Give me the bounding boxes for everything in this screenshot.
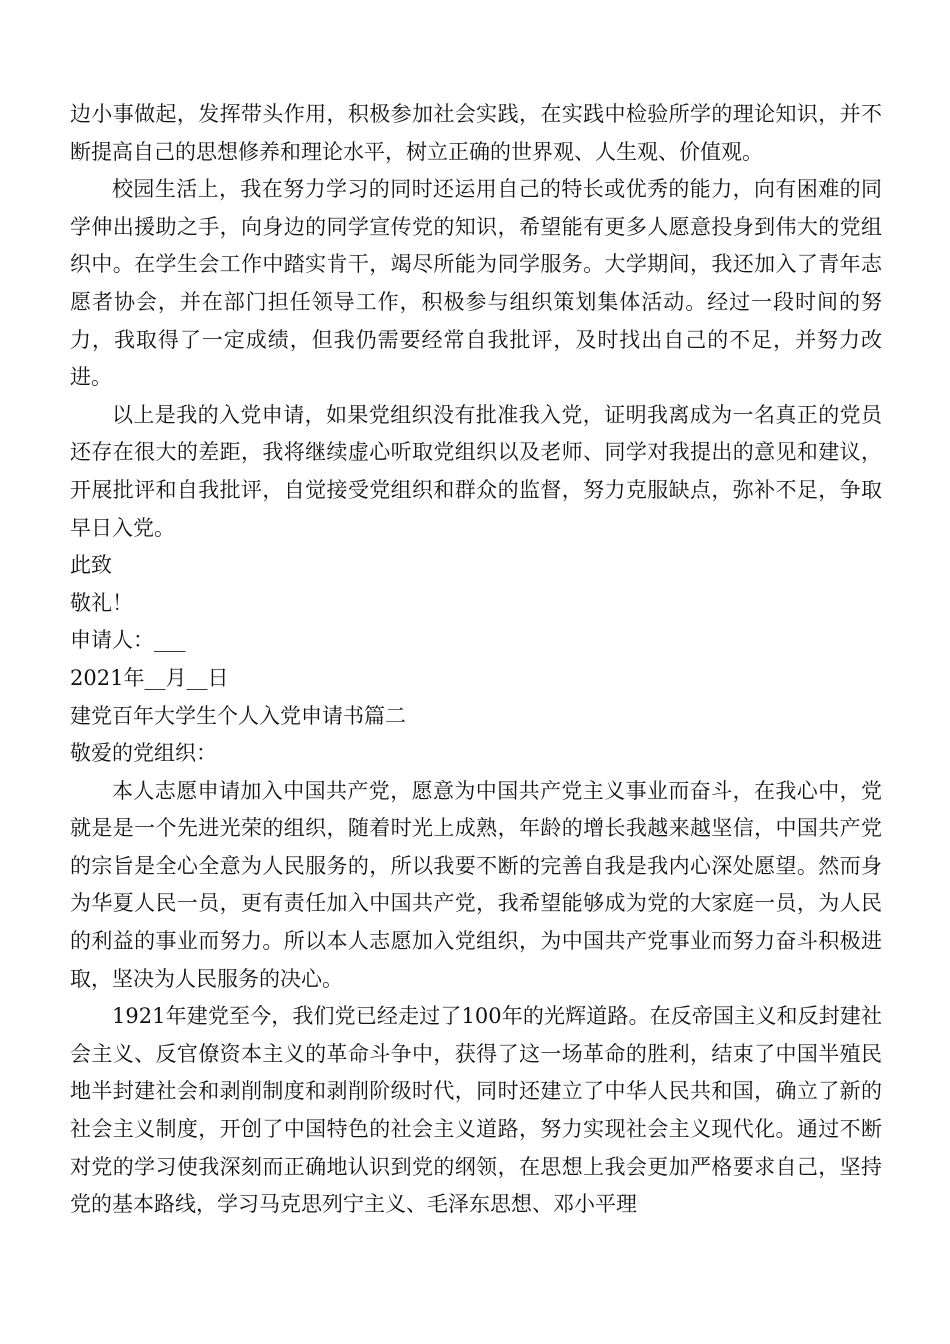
document-body (70, 96, 882, 1224)
paragraph-application: 本人志愿申请加入中国共产党，愿意为中国共产党主义事业而奋斗，在我心中，党就是是一个先进光荣的组织，随着时光上成熟，年龄的增长我越来越坚信，中国共产党的宗旨是全心全意为人民服务的，所以我要不断的完善自我是我内心深处愿望。然而身为华夏人民一员，更有责任加入中国共产党，我希望能够成为党的大家庭一员，为人民的利益的事业而努力。所以本人志愿加入党组织，为中国共产党事业而努力奋斗积极进取，坚决为人民服务的决心。 (70, 778, 882, 991)
paragraph-campus-life: 校园生活上，我在努力学习的同时还运用自己的特长或优秀的能力，向有困难的同学伸出援助之手，向身边的同学宣传党的知识，希望能有更多人愿意投身到伟大的党组织中。在学生会工作中踏实肯干，竭尽所能为同学服务。大学期间，我还加入了青年志愿者协会，并在部门担任领导工作，积极参与组织策划集体活动。经过一段时间的努力，我取得了一定成绩，但我仍需要经常自我批评，及时找出自己的不足，并努力改进。 (70, 177, 882, 390)
greeting-line: 敬爱的党组织： (70, 741, 217, 766)
salutation-cizhi: 此致 (70, 553, 112, 578)
applicant-line: 申请人：___ (70, 628, 186, 653)
date-line: 2021年__月__日 (70, 665, 229, 690)
paragraph-closing-statement: 以上是我的入党申请，如果党组织没有批准我入党，证明我离成为一名真正的党员还存在很大的差距，我将继续虚心听取党组织以及老师、同学对我提出的意见和建议，开展批评和自我批评，自觉接受党组织和群众的监督，努力克服缺点，弥补不足，争取早日入党。 (70, 402, 882, 540)
paragraph-history: 1921年建党至今，我们党已经走过了100年的光辉道路。在反帝国主义和反封建社会主义、反官僚资本主义的革命斗争中，获得了这一场革命的胜利，结束了中国半殖民地半封建社会和剥削制度和剥削阶级时代，同时还建立了中华人民共和国，确立了新的社会主义制度，开创了中国特色的社会主义道路，努力实现社会主义现代化。通过不断对党的学习使我深刻而正确地认识到党的纲领，在思想上我会更加严格要求自己，坚持党的基本路线，学习马克思列宁主义、毛泽东思想、邓小平理 (70, 1004, 882, 1217)
section-title: 建党百年大学生个人入党申请书篇二 (70, 703, 406, 728)
paragraph-continuation: 边小事做起，发挥带头作用，积极参加社会实践，在实践中检验所学的理论知识，并不断提高自己的思想修养和理论水平，树立正确的世界观、人生观、价值观。 (70, 102, 882, 164)
salutation-jingli: 敬礼！ (70, 590, 133, 615)
